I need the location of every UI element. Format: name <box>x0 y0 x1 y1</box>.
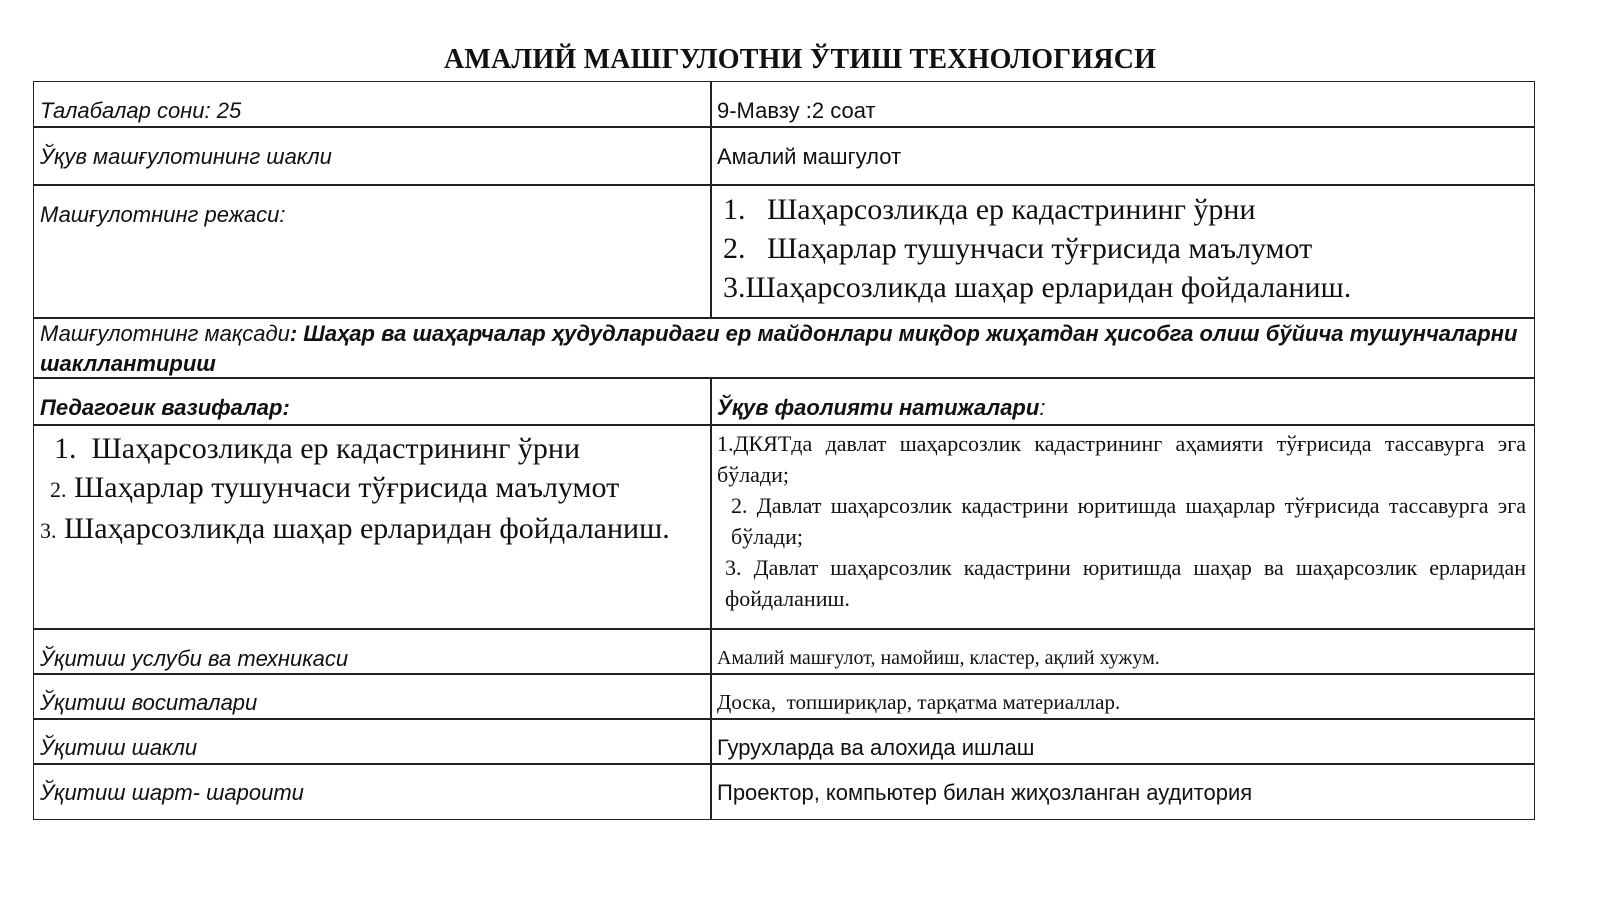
method-label: Ўқитиш услуби ва техникаси <box>33 628 712 675</box>
students-label: Талабалар сони: 25 <box>33 81 712 128</box>
goal-text: Шаҳар ва шаҳарчалар ҳудудларидаги ер майдонлари миқдор жиҳатдан ҳисобга олиш бўйича тушунчаларни шакллантириш <box>40 321 1518 376</box>
form-label: Ўқув машғулотининг шакли <box>33 126 712 186</box>
goal-label: Машғулотнинг мақсади <box>40 321 290 346</box>
form-value: Амалий машгулот <box>710 126 1535 186</box>
result-item-2: 2. Давлат шаҳарсозлик кадастрини юритишда шаҳарлар тўғрисида тассавурга эга бўлади; <box>731 493 1526 549</box>
tasks-header: Педагогик вазифалар: <box>33 377 712 426</box>
tools-label: Ўқитиш воситалари <box>33 673 712 720</box>
goal-cell: Машғулотнинг мақсади: Шаҳар ва шаҳарчалар ҳудудларидаги ер майдонлари миқдор жиҳатдан ҳисобга олиш бўйича тушунчаларни шакллантириш <box>33 317 1535 379</box>
teaching-form-value: Гурухларда ва алохида ишлаш <box>710 718 1535 765</box>
tasks-list <box>33 424 712 630</box>
results-list <box>710 424 1535 630</box>
method-value: Амалий машғулот, намойиш, кластер, ақлий хужум. <box>710 628 1535 675</box>
task-item-2: 2. Шаҳарлар тушунчаси тўғрисида маълумот <box>50 471 620 504</box>
lesson-table <box>33 81 1535 820</box>
plan-item-3: 3.Шаҳарсозликда шаҳар ерларидан фойдаланиш. <box>723 271 1352 304</box>
conditions-label: Ўқитиш шарт- шароити <box>33 763 712 820</box>
result-item-1: 1.ДКЯТда давлат шаҳарсозлик кадастрининг аҳамияти тўғрисида тассавурга эга бўлади; <box>717 431 1526 487</box>
teaching-form-label: Ўқитиш шакли <box>33 718 712 765</box>
topic-hours-value: 9-Мавзу :2 соат <box>710 81 1535 128</box>
tools-value: Доска, топшириқлар, тарқатма материаллар. <box>710 673 1535 720</box>
task-item-1: 1. Шаҳарсозликда ер кадастрининг ўрни <box>54 432 580 465</box>
page-title: АМАЛИЙ МАШГУЛОТНИ ЎТИШ ТЕХНОЛОГИЯСИ <box>443 44 1157 75</box>
plan-list <box>710 184 1535 319</box>
task-item-3: 3. Шаҳарсозликда шаҳар ерларидан фойдаланиш. <box>40 512 670 545</box>
plan-item-2: 2. Шаҳарлар тушунчаси тўғрисида маълумот <box>723 232 1313 265</box>
result-item-3: 3. Давлат шаҳарсозлик кадастрини юритишда шаҳар ва шаҳарсозлик ерларидан фойдаланиш. <box>725 555 1526 611</box>
plan-item-1: 1. Шаҳарсозликда ер кадастрининг ўрни <box>723 193 1256 226</box>
plan-label: Машғулотнинг режаси: <box>33 184 712 319</box>
results-header: Ўқув фаолияти натижалари: <box>710 377 1535 426</box>
conditions-value: Проектор, компьютер билан жиҳозланган аудитория <box>710 763 1535 820</box>
